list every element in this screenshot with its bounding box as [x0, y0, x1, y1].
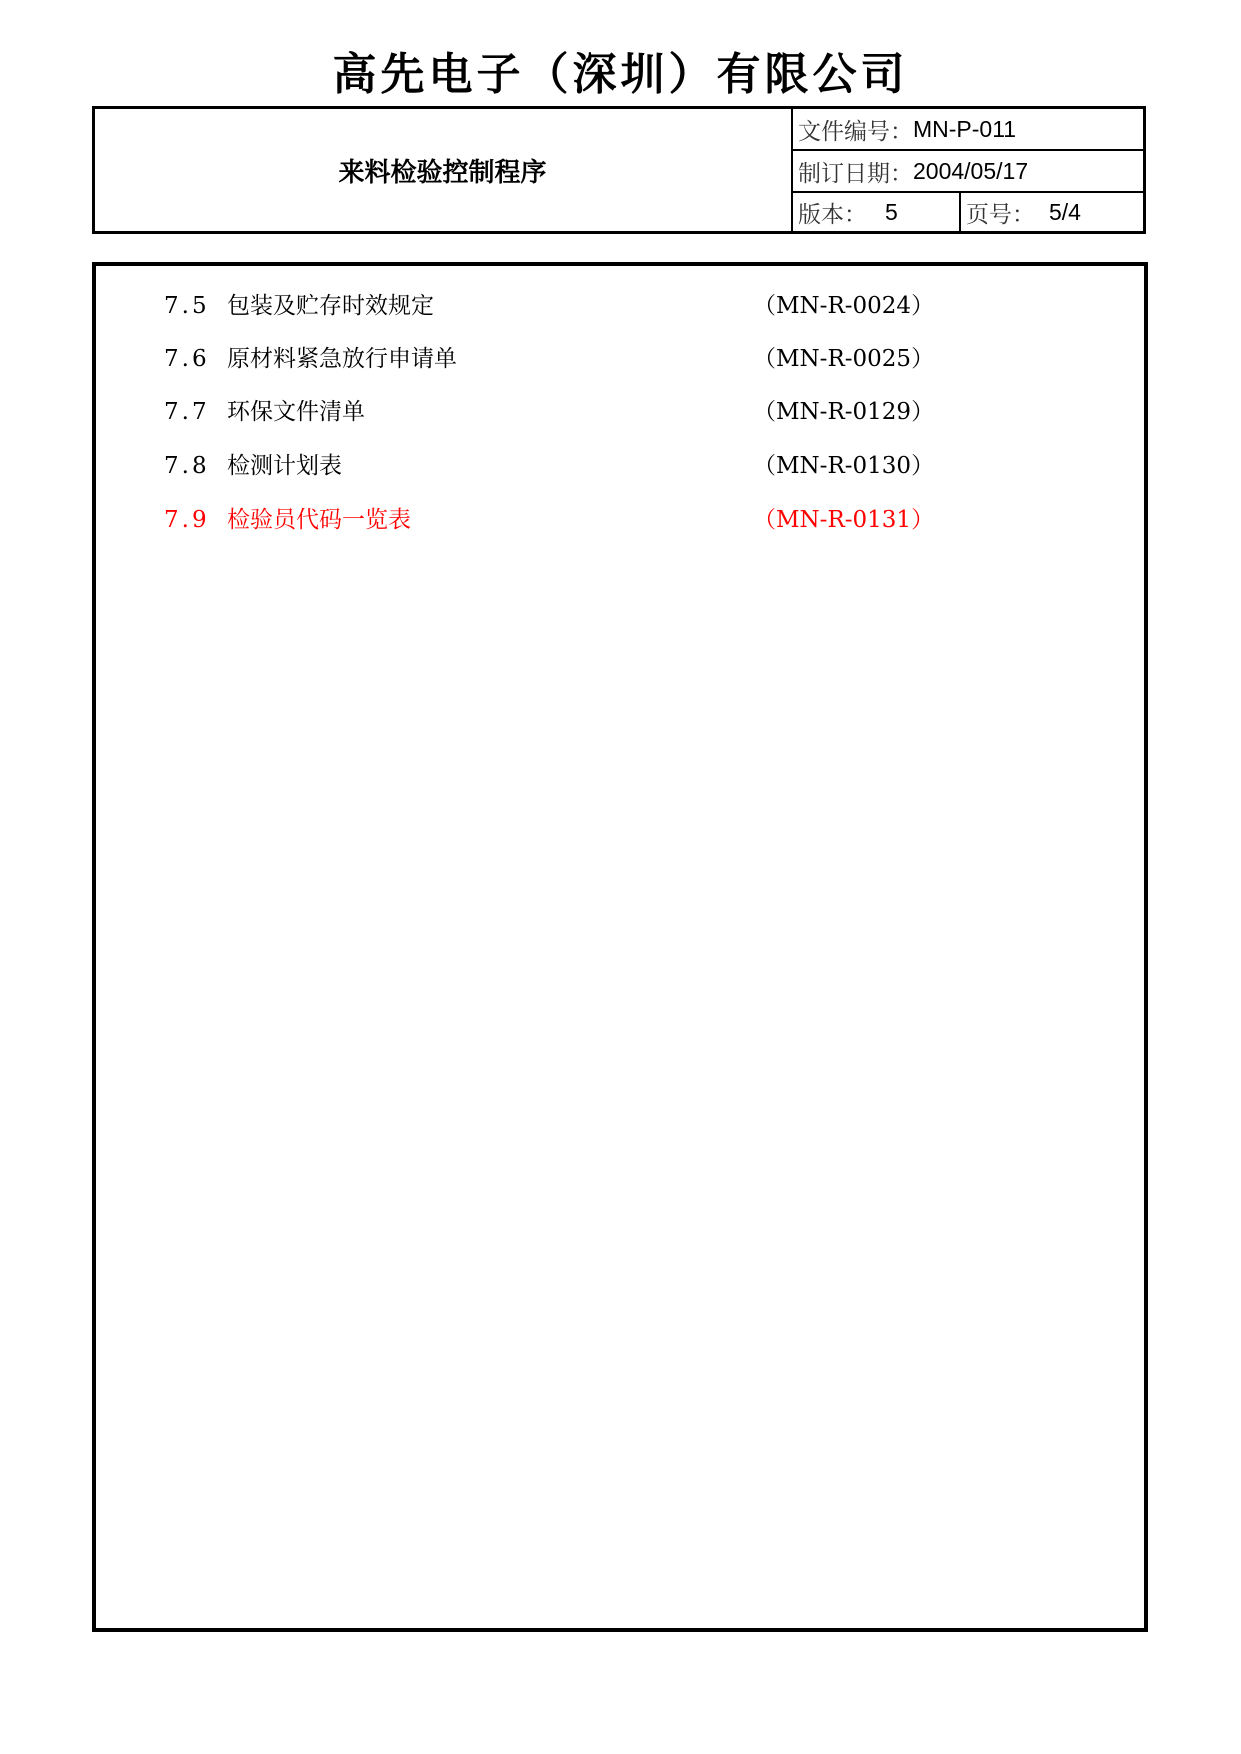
- reference-number: 7.7: [164, 399, 210, 425]
- reference-code: （MN-R-0131）: [753, 507, 935, 533]
- company-title: 高先电子（深圳）有限公司: [332, 49, 909, 100]
- reference-item-highlighted: [96, 500, 1144, 540]
- reference-code: （MN-R-0129）: [753, 399, 935, 425]
- date-value: 2004/05/17: [913, 157, 1029, 184]
- date-label: 制订日期：: [798, 159, 913, 186]
- page-label: 页号：: [966, 200, 1035, 227]
- reference-number: 7.8: [164, 453, 210, 479]
- document-title: 来料检验控制程序: [338, 157, 547, 188]
- reference-name: 包装及贮存时效规定: [227, 293, 434, 319]
- reference-name: 原材料紧急放行申请单: [227, 346, 457, 372]
- reference-name: 检测计划表: [227, 453, 342, 479]
- document-header: [92, 106, 1146, 234]
- reference-item: [96, 339, 1144, 379]
- reference-code: （MN-R-0130）: [753, 453, 935, 479]
- version-page-row: [793, 193, 1143, 231]
- doc-number-value: MN-P-011: [913, 115, 1017, 142]
- version-label: 版本：: [798, 200, 867, 227]
- document-meta: [791, 109, 1143, 231]
- reference-item: [96, 446, 1144, 486]
- doc-number-label: 文件编号：: [798, 117, 913, 144]
- reference-number: 7.5: [164, 293, 210, 319]
- reference-name: 环保文件清单: [227, 399, 365, 425]
- content-area: [92, 262, 1148, 1632]
- reference-number: 7.6: [164, 346, 210, 372]
- version-value: 5: [885, 198, 898, 225]
- reference-item: [96, 392, 1144, 432]
- page-cell: [961, 193, 1141, 231]
- reference-code: （MN-R-0024）: [753, 293, 935, 319]
- reference-number: 7.9: [164, 507, 210, 533]
- page-value: 5/4: [1049, 198, 1081, 225]
- doc-number-row: [793, 109, 1143, 151]
- date-row: [793, 151, 1143, 193]
- version-cell: [793, 193, 961, 231]
- reference-name: 检验员代码一览表: [227, 507, 411, 533]
- reference-item: [96, 286, 1144, 326]
- reference-code: （MN-R-0025）: [753, 346, 935, 372]
